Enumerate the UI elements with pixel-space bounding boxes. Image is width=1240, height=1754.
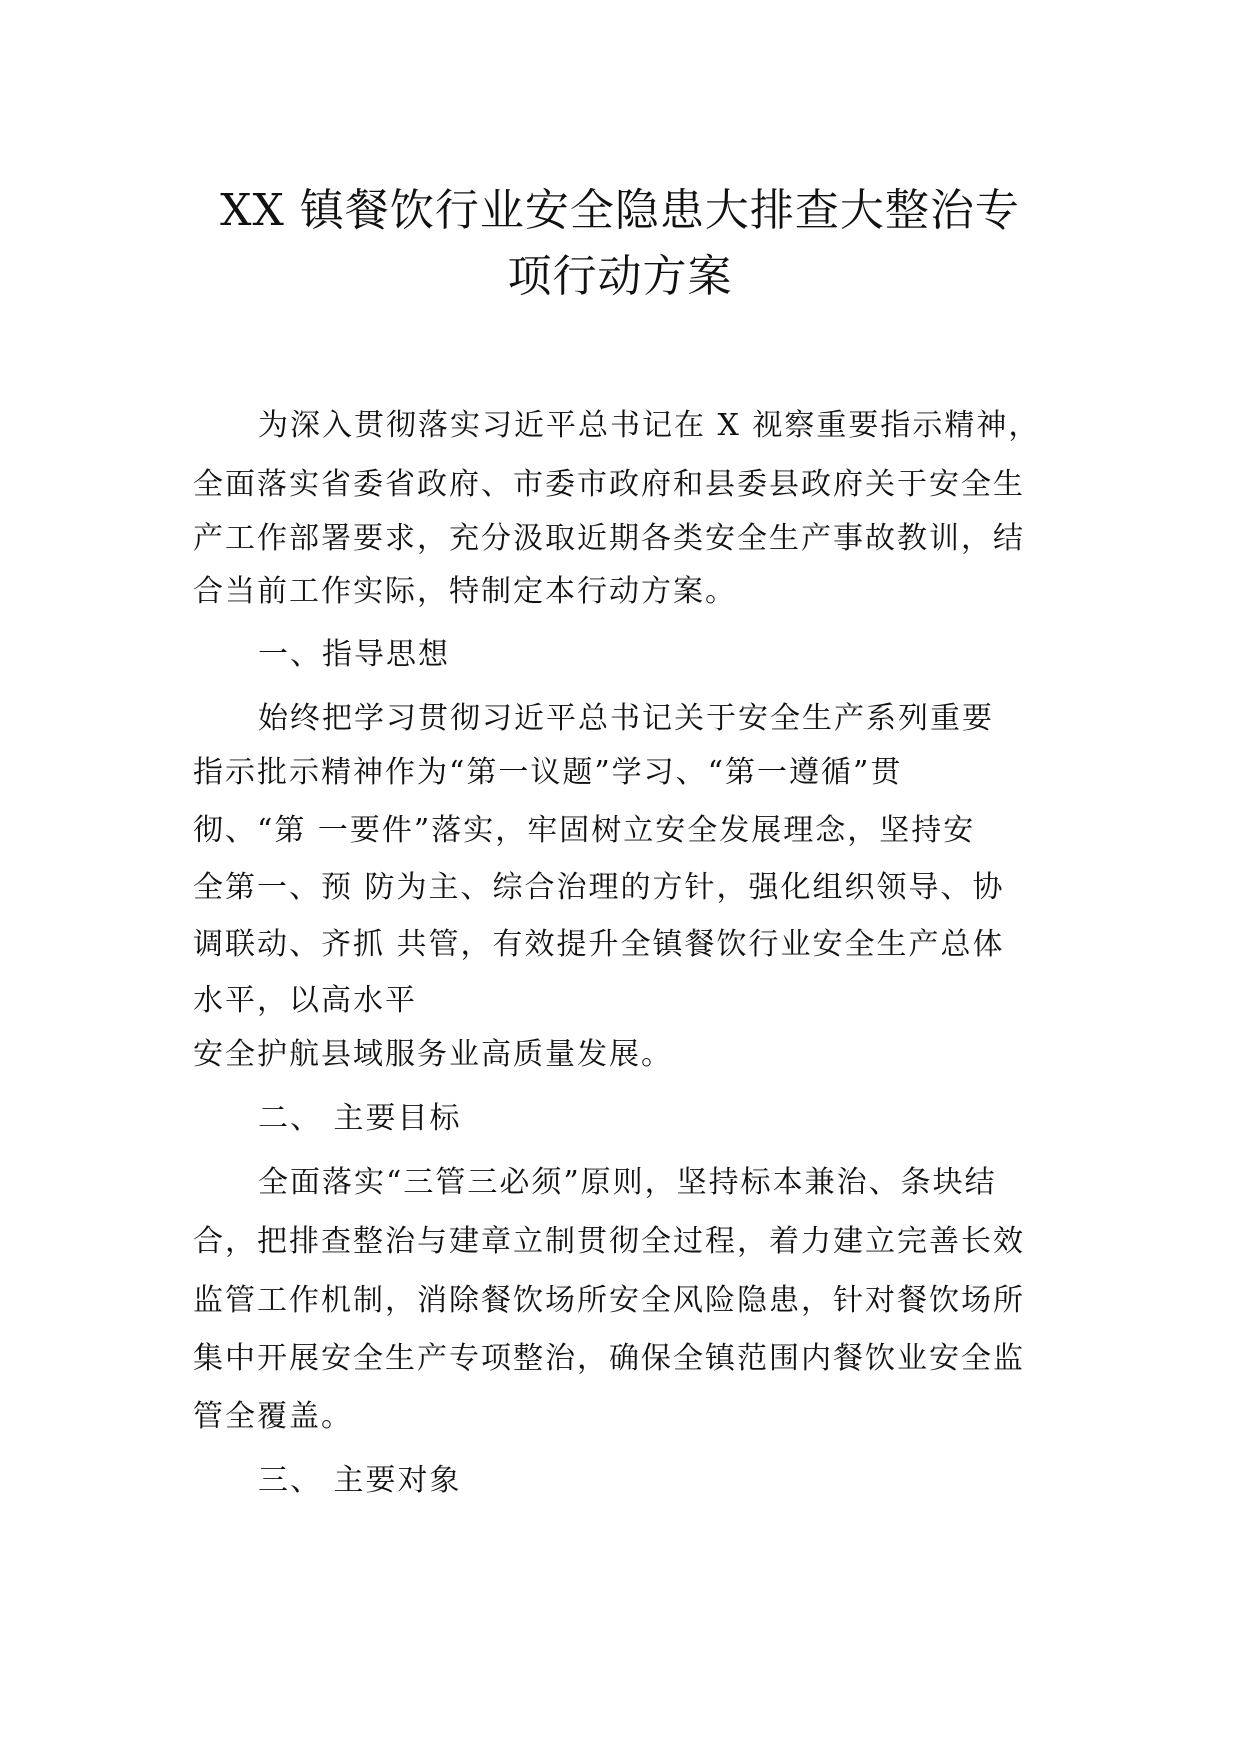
paragraph-line: 彻、“第 一要件”落实，牢固树立安全发展理念，坚持安 <box>193 813 976 848</box>
paragraph-line: 全面落实“三管三必须”原则，坚持标本兼治、条块结 <box>258 1165 997 1200</box>
paragraph-line: 管全覆盖。 <box>193 1399 353 1434</box>
paragraph-line: 始终把学习贯彻习近平总书记关于安全生产系列重要 <box>258 701 994 736</box>
paragraph-line: 调联动、齐抓 共管，有效提升全镇餐饮行业安全生产总体 <box>193 927 1005 962</box>
paragraph-line: 集中开展安全生产专项整治，确保全镇范围内餐饮业安全监 <box>193 1341 1025 1376</box>
title-text: 镇餐饮行业安全隐患大排查大整治专 <box>284 185 1020 236</box>
document-title-line-2: 项行动方案 <box>507 251 733 302</box>
paragraph-line: 监管工作机制，消除餐饮场所安全风险隐患，针对餐饮场所 <box>193 1283 1025 1318</box>
paragraph-line: 产工作部署要求，充分汲取近期各类安全生产事故教训，结 <box>193 521 1025 556</box>
title-prefix: XX <box>220 185 285 236</box>
section-heading: 二、 主要目标 <box>258 1101 462 1136</box>
section-heading: 一、指导思想 <box>258 637 450 672</box>
paragraph-line: 合，把排查整治与建章立制贯彻全过程，着力建立完善长效 <box>193 1224 1025 1259</box>
paragraph-line: 全第一、预 防为主、综合治理的方针，强化组织领导、协 <box>193 870 1005 905</box>
section-heading: 三、 主要对象 <box>258 1463 462 1498</box>
paragraph-line: 全面落实省委省政府、市委市政府和县委县政府关于安全生 <box>193 467 1025 502</box>
document-title-line-1 <box>180 180 1060 242</box>
paragraph-line: 指示批示精神作为“第一议题”学习、“第一遵循”贯 <box>193 755 903 790</box>
paragraph-line: 水平，以高水平 <box>193 983 417 1018</box>
paragraph-line: 安全护航县域服务业高质量发展。 <box>193 1037 673 1072</box>
paragraph-line: 合当前工作实际，特制定本行动方案。 <box>193 574 737 609</box>
paragraph-line: 为深入贯彻落实习近平总书记在 X 视察重要指示精神， <box>258 408 1041 443</box>
